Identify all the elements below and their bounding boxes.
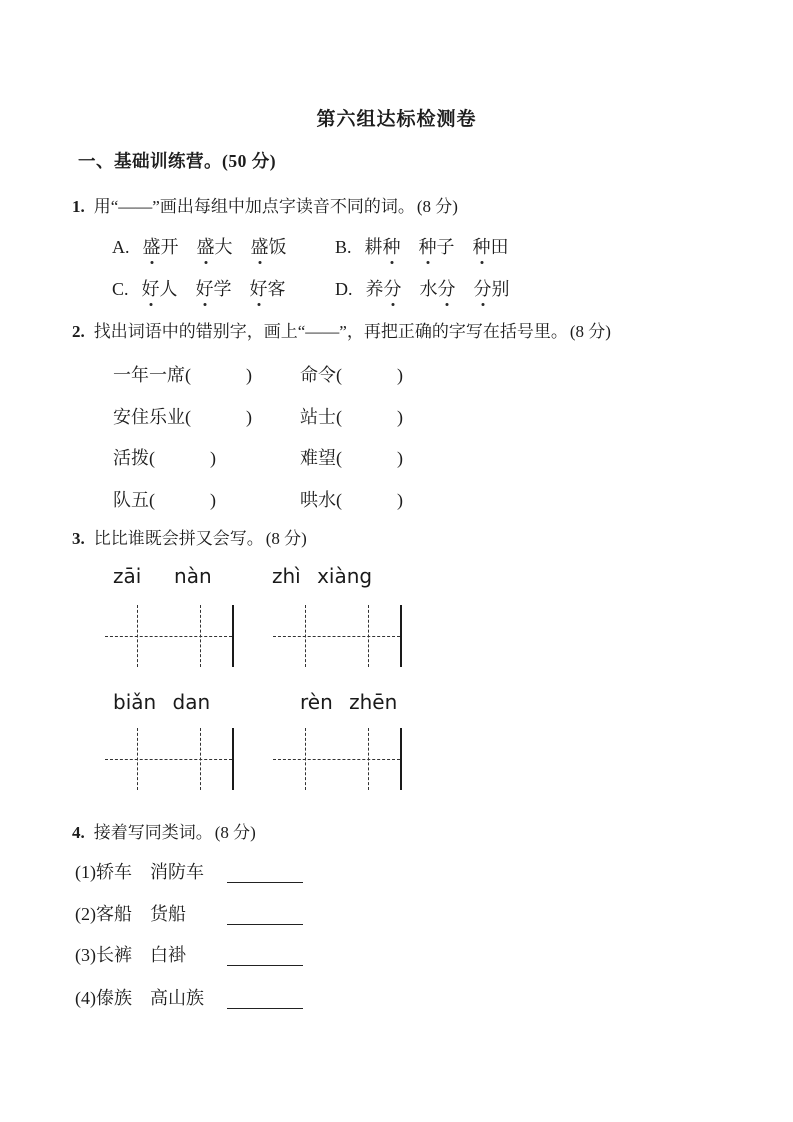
dotted-char: 分 (384, 275, 402, 301)
dotted-char: 好 (142, 275, 160, 301)
answer-blank (227, 1008, 303, 1009)
analogy-item (75, 941, 495, 967)
question-score: (8 分) (416, 197, 458, 216)
item-word: 白褂 (150, 945, 186, 965)
option-word: 种田 (473, 237, 509, 257)
page-title: 第六组达标检测卷 (316, 109, 477, 130)
question-number: 3. (72, 529, 85, 548)
question-score: (8 分) (214, 823, 256, 842)
option-word: 分别 (474, 279, 510, 299)
item-word: 难望( (300, 448, 342, 468)
item-word: 客船 (96, 904, 132, 924)
dotted-char: 分 (474, 275, 492, 301)
q1-option (112, 275, 304, 301)
option-word: 好人 (142, 279, 178, 299)
analogy-item (75, 984, 495, 1010)
dotted-char: 种 (473, 233, 491, 259)
item-word: 长裤 (96, 945, 132, 965)
item-word: 轿车 (96, 862, 132, 882)
item-word: 队五( (113, 490, 155, 510)
paren-close: ) (397, 407, 403, 427)
dotted-char: 好 (250, 275, 268, 301)
option-word: 盛开 (143, 237, 179, 257)
section-heading: 一、基础训练营。(50 分) (78, 151, 277, 171)
writing-grid (105, 605, 234, 667)
pinyin-label: rèn zhēn (300, 690, 398, 714)
question-number: 4. (72, 823, 85, 842)
option-word: 水分 (420, 279, 456, 299)
question-prompt: 找出词语中的错别字，画上“——”，再把正确的字写在括号里。 (93, 322, 568, 341)
option-label: C. (112, 279, 129, 299)
misspelled-word-item (300, 444, 403, 470)
dotted-char: 种 (383, 233, 401, 259)
q1-option (335, 233, 527, 259)
option-label: A. (112, 237, 130, 257)
item-word: 高山族 (150, 988, 204, 1008)
question-prompt: 比比谁既会拼又会写。 (93, 529, 264, 548)
dotted-char: 盛 (197, 233, 215, 259)
item-number: (1) (75, 862, 96, 882)
option-word: 种子 (419, 237, 455, 257)
item-word: 货船 (150, 904, 186, 924)
option-word: 盛饭 (251, 237, 287, 257)
pinyin-label: zāi nàn (113, 564, 212, 588)
question-1-line (72, 192, 458, 217)
analogy-item (75, 858, 495, 884)
paren-close: ) (397, 365, 403, 385)
option-label: B. (335, 237, 352, 257)
paren-close: ) (397, 490, 403, 510)
paren-close: ) (246, 365, 252, 385)
item-word: 命令( (300, 365, 342, 385)
question-prompt: 接着写同类词。 (93, 823, 213, 842)
option-word: 养分 (366, 279, 402, 299)
analogy-item (75, 900, 495, 926)
question-score: (8 分) (569, 322, 611, 341)
dotted-char: 好 (196, 275, 214, 301)
item-word: 站士( (300, 407, 342, 427)
writing-grid (273, 728, 402, 790)
question-prompt: 用“——”画出每组中加点字读音不同的词。 (93, 197, 415, 216)
misspelled-word-item (113, 403, 252, 429)
dotted-char: 盛 (143, 233, 161, 259)
option-word: 好客 (250, 279, 286, 299)
misspelled-word-item (113, 486, 216, 512)
question-2-line (72, 317, 611, 342)
misspelled-word-item (300, 361, 403, 387)
q1-option (112, 233, 305, 259)
question-number: 1. (72, 197, 85, 216)
item-number: (2) (75, 904, 96, 924)
item-word: 消防车 (150, 862, 204, 882)
misspelled-word-item (113, 444, 216, 470)
option-label: D. (335, 279, 353, 299)
item-word: 哄水( (300, 490, 342, 510)
question-score: (8 分) (265, 529, 307, 548)
answer-blank (227, 882, 303, 883)
answer-blank (227, 965, 303, 966)
option-word: 好学 (196, 279, 232, 299)
pinyin-label: biǎn dan (113, 690, 211, 714)
item-word: 一年一席( (113, 365, 191, 385)
dotted-char: 种 (419, 233, 437, 259)
paren-close: ) (397, 448, 403, 468)
misspelled-word-item (300, 403, 403, 429)
misspelled-word-item (113, 361, 252, 387)
pinyin-label: zhì xiàng (272, 564, 373, 588)
option-word: 盛大 (197, 237, 233, 257)
question-4-line (72, 818, 256, 843)
question-number: 2. (72, 322, 85, 341)
misspelled-word-item (300, 486, 403, 512)
item-word: 活拨( (113, 448, 155, 468)
dotted-char: 分 (438, 275, 456, 301)
option-word: 耕种 (365, 237, 401, 257)
item-word: 安住乐业( (113, 407, 191, 427)
item-number: (3) (75, 945, 96, 965)
question-3-line (72, 524, 307, 549)
paren-close: ) (210, 490, 216, 510)
writing-grid (105, 728, 234, 790)
paren-close: ) (246, 407, 252, 427)
item-number: (4) (75, 988, 96, 1008)
writing-grid (273, 605, 402, 667)
paren-close: ) (210, 448, 216, 468)
dotted-char: 盛 (251, 233, 269, 259)
q1-option (335, 275, 528, 301)
item-word: 傣族 (96, 988, 132, 1008)
answer-blank (227, 924, 303, 925)
